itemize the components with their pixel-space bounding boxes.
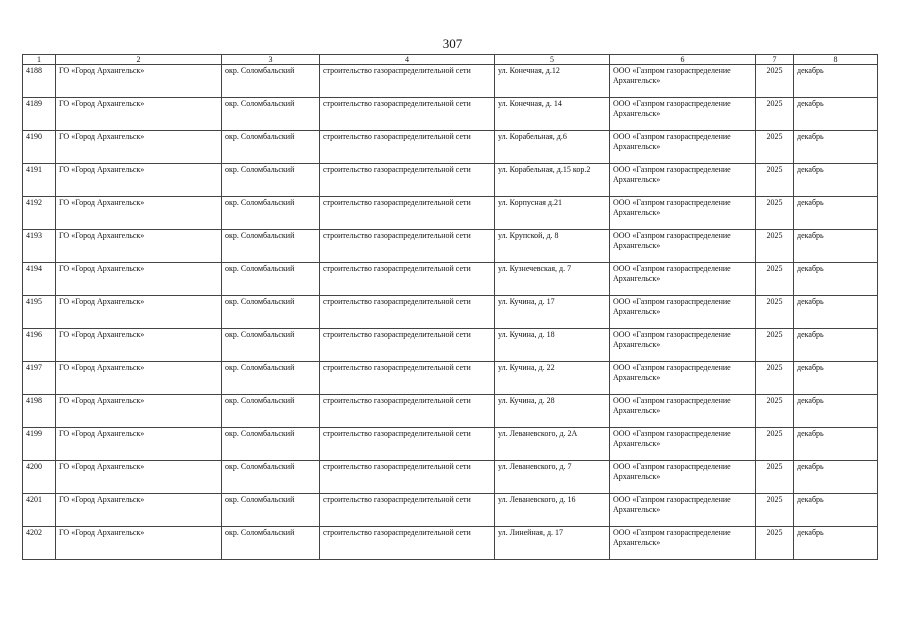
table-row	[23, 98, 878, 131]
year-cell: 2025	[756, 527, 794, 560]
municipality-cell: ГО «Город Архангельск»	[56, 98, 222, 131]
year-cell: 2025	[756, 461, 794, 494]
work-type-cell: строительство газораспределительной сети	[320, 329, 495, 362]
row-number-cell: 4189	[23, 98, 56, 131]
address-cell: ул. Кучина, д. 18	[495, 329, 610, 362]
header-cell: 1	[23, 55, 56, 65]
municipality-cell: ГО «Город Архангельск»	[56, 428, 222, 461]
district-cell: окр. Соломбальский	[222, 527, 320, 560]
organization-cell: ООО «Газпром газораспределение Архангельск»	[610, 428, 756, 461]
month-cell: декабрь	[794, 428, 878, 461]
municipality-cell: ГО «Город Архангельск»	[56, 197, 222, 230]
row-number-cell: 4202	[23, 527, 56, 560]
row-number-cell: 4190	[23, 131, 56, 164]
row-number-cell: 4193	[23, 230, 56, 263]
district-cell: окр. Соломбальский	[222, 461, 320, 494]
work-type-cell: строительство газораспределительной сети	[320, 65, 495, 98]
year-cell: 2025	[756, 395, 794, 428]
table-row	[23, 131, 878, 164]
organization-cell: ООО «Газпром газораспределение Архангельск»	[610, 329, 756, 362]
address-cell: ул. Кузнечевская, д. 7	[495, 263, 610, 296]
district-cell: окр. Соломбальский	[222, 131, 320, 164]
municipality-cell: ГО «Город Архангельск»	[56, 362, 222, 395]
month-cell: декабрь	[794, 98, 878, 131]
district-cell: окр. Соломбальский	[222, 263, 320, 296]
work-type-cell: строительство газораспределительной сети	[320, 428, 495, 461]
year-cell: 2025	[756, 197, 794, 230]
municipality-cell: ГО «Город Архангельск»	[56, 329, 222, 362]
table-row	[23, 65, 878, 98]
header-cell: 5	[495, 55, 610, 65]
table-row	[23, 296, 878, 329]
address-cell: ул. Леваневского, д. 7	[495, 461, 610, 494]
month-cell: декабрь	[794, 527, 878, 560]
row-number-cell: 4201	[23, 494, 56, 527]
year-cell: 2025	[756, 164, 794, 197]
table-row	[23, 395, 878, 428]
year-cell: 2025	[756, 65, 794, 98]
header-cell: 4	[320, 55, 495, 65]
row-number-cell: 4196	[23, 329, 56, 362]
district-cell: окр. Соломбальский	[222, 362, 320, 395]
address-cell: ул. Леваневского, д. 16	[495, 494, 610, 527]
address-cell: ул. Кучина, д. 28	[495, 395, 610, 428]
work-type-cell: строительство газораспределительной сети	[320, 131, 495, 164]
work-type-cell: строительство газораспределительной сети	[320, 230, 495, 263]
row-number-cell: 4200	[23, 461, 56, 494]
table-row	[23, 164, 878, 197]
table-row	[23, 527, 878, 560]
address-cell: ул. Кучина, д. 17	[495, 296, 610, 329]
organization-cell: ООО «Газпром газораспределение Архангельск»	[610, 362, 756, 395]
month-cell: декабрь	[794, 164, 878, 197]
table-body	[23, 65, 878, 560]
organization-cell: ООО «Газпром газораспределение Архангельск»	[610, 461, 756, 494]
district-cell: окр. Соломбальский	[222, 494, 320, 527]
organization-cell: ООО «Газпром газораспределение Архангельск»	[610, 230, 756, 263]
municipality-cell: ГО «Город Архангельск»	[56, 164, 222, 197]
work-type-cell: строительство газораспределительной сети	[320, 296, 495, 329]
address-cell: ул. Конечная, д.12	[495, 65, 610, 98]
municipality-cell: ГО «Город Архангельск»	[56, 527, 222, 560]
district-cell: окр. Соломбальский	[222, 230, 320, 263]
work-type-cell: строительство газораспределительной сети	[320, 263, 495, 296]
work-type-cell: строительство газораспределительной сети	[320, 461, 495, 494]
month-cell: декабрь	[794, 362, 878, 395]
work-type-cell: строительство газораспределительной сети	[320, 494, 495, 527]
address-cell: ул. Корабельная, д.15 кор.2	[495, 164, 610, 197]
address-cell: ул. Леваневского, д. 2А	[495, 428, 610, 461]
page-number: 307	[442, 36, 463, 51]
month-cell: декабрь	[794, 395, 878, 428]
month-cell: декабрь	[794, 197, 878, 230]
table-row	[23, 197, 878, 230]
work-type-cell: строительство газораспределительной сети	[320, 395, 495, 428]
year-cell: 2025	[756, 362, 794, 395]
municipality-cell: ГО «Город Архангельск»	[56, 395, 222, 428]
month-cell: декабрь	[794, 230, 878, 263]
table-row	[23, 461, 878, 494]
organization-cell: ООО «Газпром газораспределение Архангельск»	[610, 65, 756, 98]
organization-cell: ООО «Газпром газораспределение Архангельск»	[610, 98, 756, 131]
table-row	[23, 329, 878, 362]
district-cell: окр. Соломбальский	[222, 296, 320, 329]
table-row	[23, 494, 878, 527]
month-cell: декабрь	[794, 131, 878, 164]
organization-cell: ООО «Газпром газораспределение Архангельск»	[610, 395, 756, 428]
row-number-cell: 4194	[23, 263, 56, 296]
header-cell: 6	[610, 55, 756, 65]
organization-cell: ООО «Газпром газораспределение Архангельск»	[610, 131, 756, 164]
year-cell: 2025	[756, 428, 794, 461]
work-type-cell: строительство газораспределительной сети	[320, 164, 495, 197]
table-row	[23, 428, 878, 461]
row-number-cell: 4197	[23, 362, 56, 395]
year-cell: 2025	[756, 263, 794, 296]
work-type-cell: строительство газораспределительной сети	[320, 362, 495, 395]
municipality-cell: ГО «Город Архангельск»	[56, 494, 222, 527]
table-row	[23, 263, 878, 296]
header-cell: 3	[222, 55, 320, 65]
month-cell: декабрь	[794, 296, 878, 329]
header-cell: 8	[794, 55, 878, 65]
district-cell: окр. Соломбальский	[222, 98, 320, 131]
work-type-cell: строительство газораспределительной сети	[320, 527, 495, 560]
organization-cell: ООО «Газпром газораспределение Архангельск»	[610, 164, 756, 197]
district-cell: окр. Соломбальский	[222, 428, 320, 461]
work-type-cell: строительство газораспределительной сети	[320, 98, 495, 131]
address-cell: ул. Корабельная, д.6	[495, 131, 610, 164]
month-cell: декабрь	[794, 461, 878, 494]
month-cell: декабрь	[794, 263, 878, 296]
header-cell: 7	[756, 55, 794, 65]
municipality-cell: ГО «Город Архангельск»	[56, 263, 222, 296]
address-cell: ул. Кучина, д. 22	[495, 362, 610, 395]
address-cell: ул. Конечная, д. 14	[495, 98, 610, 131]
district-cell: окр. Соломбальский	[222, 164, 320, 197]
address-cell: ул. Корпусная д.21	[495, 197, 610, 230]
row-number-cell: 4191	[23, 164, 56, 197]
organization-cell: ООО «Газпром газораспределение Архангельск»	[610, 263, 756, 296]
row-number-cell: 4198	[23, 395, 56, 428]
municipality-cell: ГО «Город Архангельск»	[56, 131, 222, 164]
row-number-cell: 4199	[23, 428, 56, 461]
organization-cell: ООО «Газпром газораспределение Архангельск»	[610, 494, 756, 527]
year-cell: 2025	[756, 329, 794, 362]
organization-cell: ООО «Газпром газораспределение Архангельск»	[610, 296, 756, 329]
row-number-cell: 4188	[23, 65, 56, 98]
year-cell: 2025	[756, 98, 794, 131]
table-row	[23, 362, 878, 395]
district-cell: окр. Соломбальский	[222, 65, 320, 98]
municipality-cell: ГО «Город Архангельск»	[56, 230, 222, 263]
year-cell: 2025	[756, 494, 794, 527]
organization-cell: ООО «Газпром газораспределение Архангельск»	[610, 527, 756, 560]
work-type-cell: строительство газораспределительной сети	[320, 197, 495, 230]
address-cell: ул. Линейная, д. 17	[495, 527, 610, 560]
table-row	[23, 230, 878, 263]
district-cell: окр. Соломбальский	[222, 395, 320, 428]
year-cell: 2025	[756, 131, 794, 164]
address-cell: ул. Крупской, д. 8	[495, 230, 610, 263]
row-number-cell: 4195	[23, 296, 56, 329]
month-cell: декабрь	[794, 494, 878, 527]
district-cell: окр. Соломбальский	[222, 329, 320, 362]
organization-cell: ООО «Газпром газораспределение Архангельск»	[610, 197, 756, 230]
municipality-cell: ГО «Город Архангельск»	[56, 296, 222, 329]
municipality-cell: ГО «Город Архангельск»	[56, 65, 222, 98]
year-cell: 2025	[756, 230, 794, 263]
row-number-cell: 4192	[23, 197, 56, 230]
year-cell: 2025	[756, 296, 794, 329]
district-cell: окр. Соломбальский	[222, 197, 320, 230]
data-table	[22, 54, 878, 560]
header-cell: 2	[56, 55, 222, 65]
header-row	[23, 55, 878, 65]
month-cell: декабрь	[794, 65, 878, 98]
month-cell: декабрь	[794, 329, 878, 362]
municipality-cell: ГО «Город Архангельск»	[56, 461, 222, 494]
